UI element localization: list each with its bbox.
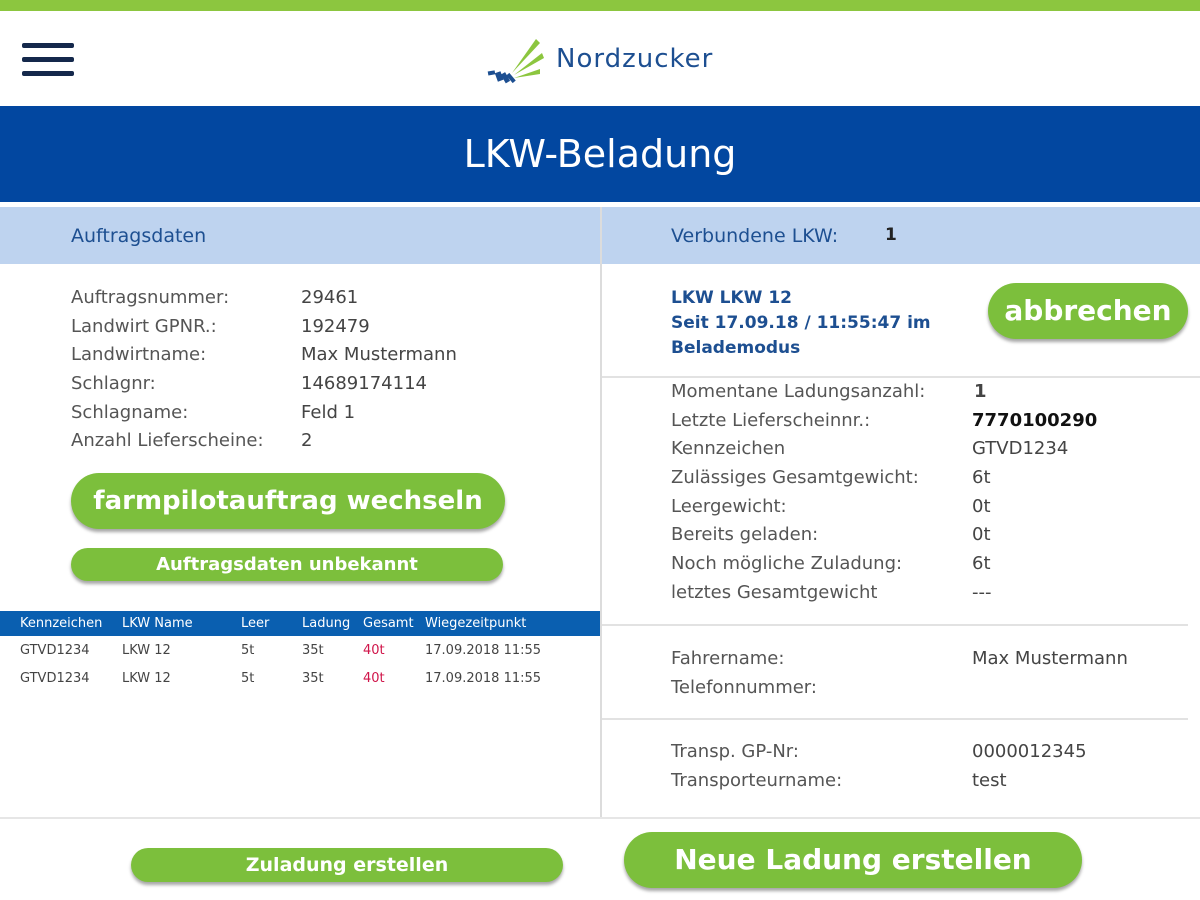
field-row (671, 521, 1191, 550)
add-load-button[interactable]: Zuladung erstellen (131, 848, 563, 882)
field-row (671, 645, 1191, 674)
table-header (0, 611, 600, 636)
cancel-button[interactable]: abbrechen (988, 283, 1188, 339)
field-value: 6t (972, 467, 991, 489)
load-fields (671, 378, 1191, 608)
field-value: 2 (301, 430, 313, 452)
field-value: --- (972, 581, 992, 603)
truck-since: Seit 17.09.18 / 11:55:47 im (671, 313, 931, 333)
field-row (671, 378, 1191, 407)
field-value: 0000012345 (972, 741, 1087, 762)
field-label: Anzahl Lieferscheine: (71, 430, 264, 452)
field-label: Noch mögliche Zuladung: (671, 553, 903, 575)
field-row (71, 284, 591, 313)
transport-fields (671, 738, 1191, 795)
field-label: Zulässiges Gesamtgewicht: (671, 467, 919, 489)
field-label: Landwirt GPNR.: (71, 315, 217, 337)
field-value: Max Mustermann (972, 648, 1128, 669)
field-label: Leergewicht: (671, 495, 787, 517)
section-title: Auftragsdaten (71, 225, 207, 247)
field-row (671, 767, 1191, 796)
brand-name: Nordzucker (556, 44, 714, 74)
field-label: letztes Gesamtgewicht (671, 581, 878, 603)
sunburst-logo-icon (484, 35, 546, 85)
divider (602, 624, 1188, 626)
column-header: Ladung (302, 616, 351, 631)
table-cell: 17.09.2018 11:55 (425, 671, 542, 686)
order-data-unknown-button[interactable]: Auftragsdaten unbekannt (71, 548, 503, 581)
field-row (671, 407, 1191, 436)
table-cell: 5t (241, 671, 255, 686)
menu-bar (22, 71, 74, 76)
menu-bar (22, 57, 74, 62)
divider (602, 718, 1188, 720)
field-row (671, 550, 1191, 579)
field-value: 0t (972, 495, 991, 517)
field-label: Transporteurname: (671, 769, 843, 791)
table-cell: LKW 12 (122, 643, 171, 658)
field-value: 192479 (301, 315, 370, 337)
menu-bar (22, 43, 74, 48)
field-row (71, 427, 591, 456)
table-cell: 35t (302, 643, 324, 658)
field-label: Momentane Ladungsanzahl: (671, 381, 926, 402)
truck-mode: Belademodus (671, 338, 801, 358)
switch-farmpilot-order-button[interactable]: farmpilotauftrag wechseln (71, 473, 505, 529)
field-value: Feld 1 (301, 401, 356, 423)
field-value: Max Mustermann (301, 344, 457, 366)
field-label: Schlagnr: (71, 373, 156, 395)
connected-count: 1 (885, 225, 897, 245)
field-row (671, 674, 1191, 703)
field-label: Transp. GP-Nr: (671, 741, 799, 762)
field-value: 6t (972, 553, 991, 575)
driver-fields (671, 645, 1191, 702)
table-cell: GTVD1234 (20, 671, 90, 686)
field-row (671, 738, 1191, 767)
field-row (671, 435, 1191, 464)
truck-status (671, 286, 931, 361)
table-cell: 35t (302, 671, 324, 686)
new-load-button[interactable]: Neue Ladung erstellen (624, 832, 1082, 888)
footer-divider (0, 817, 1200, 819)
table-row[interactable] (0, 636, 600, 664)
field-label: Auftragsnummer: (71, 287, 230, 308)
table-cell: LKW 12 (122, 671, 171, 686)
field-row (71, 341, 591, 370)
column-divider (600, 207, 602, 819)
field-label: Fahrername: (671, 648, 785, 669)
table-cell: 40t (363, 643, 385, 658)
column-header: Gesamt (363, 616, 414, 631)
field-value: 0t (972, 524, 991, 546)
field-row (671, 464, 1191, 493)
field-label: Landwirtname: (71, 344, 207, 366)
field-value: 1 (974, 381, 987, 402)
field-label: Schlagname: (71, 401, 189, 423)
column-header: Kennzeichen (20, 616, 103, 631)
order-data-fields (71, 284, 591, 456)
table-row[interactable] (0, 664, 600, 692)
truck-name: LKW LKW 12 (671, 288, 793, 308)
page-title: LKW-Beladung (463, 132, 737, 176)
field-value: 14689174114 (301, 373, 427, 395)
field-row (671, 493, 1191, 522)
field-label: Kennzeichen (671, 438, 786, 460)
app-header (0, 11, 1200, 106)
field-row (71, 370, 591, 399)
field-label: Letzte Lieferscheinnr.: (671, 409, 871, 431)
weighing-table (0, 611, 600, 692)
field-row (671, 579, 1191, 608)
field-row (71, 399, 591, 428)
column-header: Leer (241, 616, 270, 631)
field-value: GTVD1234 (972, 438, 1069, 460)
table-cell: GTVD1234 (20, 643, 90, 658)
top-accent-bar (0, 0, 1200, 11)
column-header: LKW Name (122, 616, 193, 631)
field-value: test (972, 769, 1007, 791)
section-header-order-data (0, 207, 600, 264)
field-label: Bereits geladen: (671, 524, 819, 546)
table-cell: 40t (363, 671, 385, 686)
hamburger-menu-icon[interactable] (22, 41, 74, 79)
brand-logo (484, 35, 724, 85)
section-title: Verbundene LKW: (671, 225, 839, 247)
title-bar (0, 106, 1200, 202)
column-header: Wiegezeitpunkt (425, 616, 527, 631)
section-header-connected-trucks (602, 207, 1200, 264)
field-value: 7770100290 (972, 409, 1098, 431)
table-cell: 5t (241, 643, 255, 658)
field-value: 29461 (301, 287, 359, 308)
field-row (71, 313, 591, 342)
field-label: Telefonnummer: (671, 676, 817, 698)
table-cell: 17.09.2018 11:55 (425, 643, 542, 658)
